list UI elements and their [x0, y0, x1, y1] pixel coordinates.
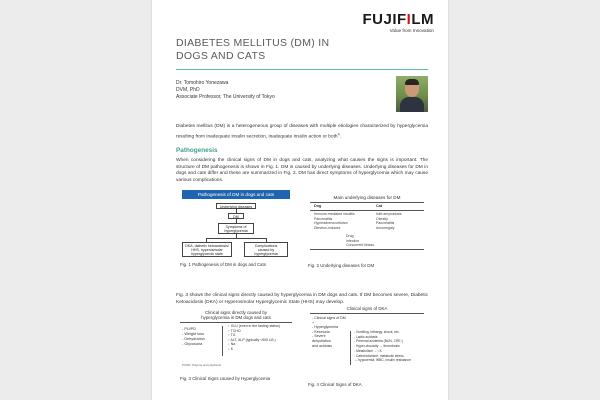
intro-paragraph: Diabetes mellitus (DM) is a heterogeneous group of diseases with multiple etiologies characterized by hyperglycemia resulting from inadequate insulin secretion, inadequate insulin action or both$^{1)}$. [176, 124, 428, 140]
body-paragraph-2: Fig. 3 shows the clinical signs directly caused by hyperglycemia in DM dogs and cats. If DM becomes severe, Diabetic Ketoacidosis (DKA) or Hyperosmolar Hyperglycemic State (HHS) may develop. [176, 293, 428, 305]
section-heading-pathogenesis: Pathogenesis [176, 147, 218, 154]
column-dog: Dog [314, 204, 322, 208]
box-dm: DM [228, 213, 244, 219]
document-page [152, 0, 448, 400]
article-title [176, 37, 376, 63]
title-line-2: DOGS AND CATS [176, 50, 266, 62]
shared-disease-list: Drug Infection Concurrent illness [346, 234, 375, 248]
author-name: Dr. Tomohiro Yonezawa [176, 80, 229, 86]
figure-4-caption: Fig. 4 Clinical Signs of DKA [308, 382, 362, 387]
title-divider [176, 69, 428, 70]
figure-1-flowchart [176, 190, 296, 268]
figure-4-right-list: - Vomiting, lethargy, shock, etc. - Lactic acidosis - Prerenal azotemia (BUN, CRE↑) - Hyper-viscosity → thrombosis - Metabolism → ↓K - Catecholamine, metabolic stress → hypoxemia, WBC, insulin resistance [354, 330, 411, 363]
cat-disease-list: Islet amyloidosis Obesity Pancreatitis Acromegaly [376, 212, 402, 230]
figure-2-table [306, 195, 428, 268]
figure-4-title: Clinical signs of DKA [346, 306, 388, 311]
dog-disease-list: Immune-mediated insulitis Pancreatitis Hyperadrenocorticism Diestrus-induced [314, 212, 355, 230]
box-complications: Complications caused by hyperglycemia [244, 242, 288, 257]
fujifilm-logo [362, 12, 434, 33]
author-degree: DVM, PhD [176, 87, 200, 93]
figure-3-footnote: PU/PD: Polyuria and polydipsia [182, 363, 221, 367]
column-cat: Cat [376, 204, 383, 208]
author-block [176, 80, 275, 101]
brand-name: FUJIFILM [362, 11, 434, 28]
figure-3-signs-list: - PU/PD - Weight loss - Dehydration - Glycosuria [182, 327, 205, 346]
box-underlying-diseases: Underlying diseases [216, 203, 256, 209]
figure-3-clinical-signs [176, 310, 296, 390]
figure-4-left-list: - Clinical signs of DM + - Hyperglycemia - Ketonuria - Severe dehydration and acidosis [312, 316, 346, 348]
figure-1-caption: Fig. 1 Pathogenesis of DM in dogs and Cats [180, 262, 266, 267]
figure-1-header: Pathogenesis of DM in dogs and cats [182, 190, 290, 199]
figure-4-dka-signs [306, 306, 428, 391]
figure-3-title: Clinical signs directly caused by hyperglycemia in DM dogs and cats [201, 310, 271, 321]
author-photo [396, 76, 428, 112]
figure-2-caption: Fig. 2 Underlying diseases for DM [308, 263, 375, 268]
figure-3-caption: Fig. 3 Clinical Signs caused by Hyperglycemia [180, 376, 271, 381]
brand-tagline: Value from Innovation [389, 28, 434, 33]
box-dka-hhs: DKA, diabetic ketoacidosis/ HHS, hyperosmolar hyperglycemic state [182, 242, 232, 257]
figure-2-title: Main underlying diseases for DM [333, 195, 401, 200]
figure-3-lab-findings: ↑ GLU (even in the fasting status) ↑ TCHO ↑ TG ↑ ALT, ALP (typically <500 U/L) ↓ Na ↓ K [228, 324, 280, 351]
body-paragraph-1: When considering the clinical signs of DM in dogs and cats, analyzing what causes the signs is important. The structure of DM pathogenesis is shown in Fig. 1. DM is caused by underlying diseases. Underlying diseases for DM in dogs and cats differ and these are summarized in Fig. 2. DM has direct symptoms of hyperglycemia which may cause various complications. [176, 158, 428, 183]
box-symptoms: Symptoms of hyperglycemia [218, 223, 254, 234]
title-line-1: DIABETES MELLITUS (DM) IN [176, 37, 330, 49]
author-position: Associate Professor, The University of Tokyo [176, 94, 275, 100]
